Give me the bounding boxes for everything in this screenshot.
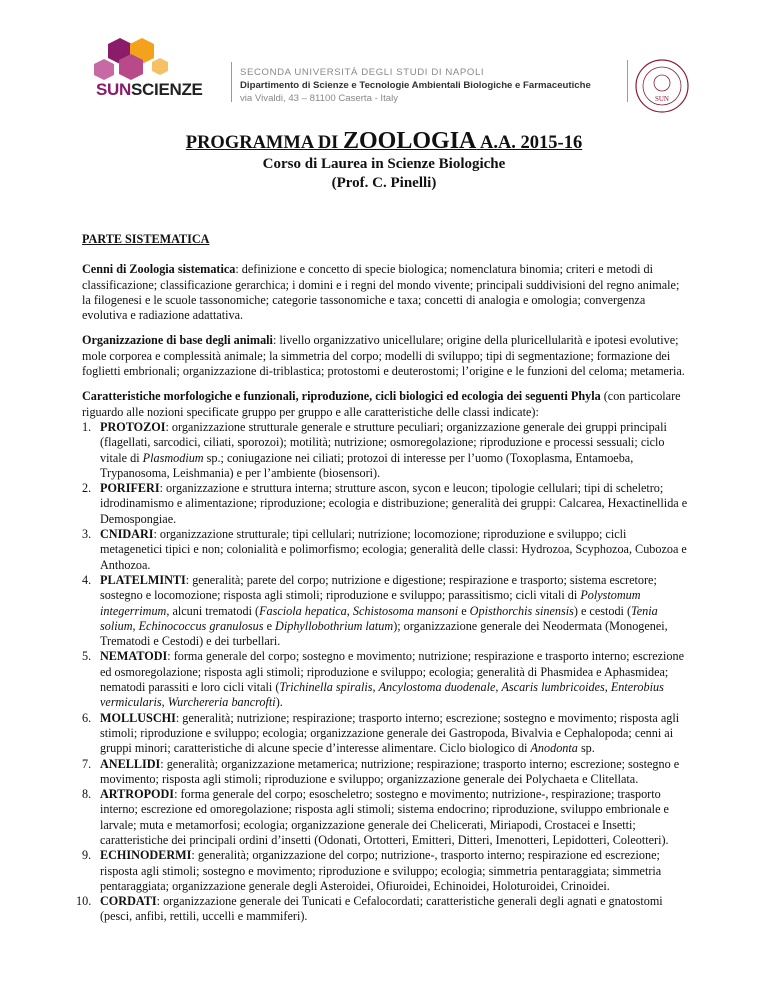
course-name: Corso di Laurea in Scienze Biologiche xyxy=(262,156,506,172)
course-info xyxy=(0,155,768,193)
university-info xyxy=(240,66,591,105)
logo-wordmark: SUNSCIENZE xyxy=(96,80,203,99)
paragraph-organizzazione: Organizzazione di base degli animali: livello organizzativo unicellulare; origine della pluricellularità e ipotesi evolutive; mole corporea e complessità animale; la simmetria del corpo; modelli di sviluppo; tipi di segmentazione; formazione dei foglietti embrionali; organizzazione di-triblastica; protostomi e deuterostomi; l’origine e le funzioni del celoma; metameria. xyxy=(82,333,685,379)
university-seal-icon xyxy=(634,58,690,114)
list-item: 9. ECHINODERMI: generalità; organizzazione del corpo; nutrizione-, trasporto interno; respirazione ed escrezione; risposta agli stimoli; sostegno e movimento; riproduzione e sviluppo; ecologia; simmetria pentaraggiata; simmetria pentaraggiata; organizzazione generale degli Asteroidei, Ofiuroidei, Echinoidei, Holoturoidei, Crinoidei. xyxy=(82,848,662,893)
list-item: 4. PLATELMINTI: generalità; parete del corpo; nutrizione e digestione; respirazione e trasporto; sistema escretore; sostegno e locomozione; risposta agli stimoli; riproduzione e sviluppo; parassitismo; cicli vitali di Polystomum integerrimum, alcuni trematodi (Fasciola hepatica, Schistosoma mansoni e Opisthorchis sinensis) e cestodi (Tenia solium, Echinococcus granulosus e Diphyllobothrium latum); organizzazione generale dei Neodermata (Monogenei, Trematodi e Cestodi) e dei turbellari. xyxy=(82,572,668,649)
program-content xyxy=(76,232,688,925)
page-title: PROGRAMMA DI ZOOLOGIA A.A. 2015-16 xyxy=(185,128,583,154)
list-item: 5. NEMATODI: forma generale del corpo; sostegno e movimento; nutrizione; respirazione e trasporto interno; escrezione ed osmoregolazione; risposta agli stimoli; riproduzione e sviluppo; ecologia; generalità di Phasmidea e Aphasmidea; nematodi parassiti e loro cicli vitali (Trichinella spiralis, Ancylostoma duodenale, Ascaris lumbricoides, Enterobius vermicularis, Wurchereria bancrofti). xyxy=(82,649,685,710)
professor-name: (Prof. C. Pinelli) xyxy=(331,175,437,191)
university-name: SECONDA UNIVERSITÀ DEGLI STUDI DI NAPOLI xyxy=(240,67,485,78)
list-item: 6. MOLLUSCHI: generalità; nutrizione; respirazione; trasporto interno; escrezione; sostegno e movimento; risposta agli stimoli; riproduzione e sviluppo; ecologia; organizzazione generale dei Gastropoda, Bivalvia e Cephalopoda; cenni ai gruppi minori; caratteristiche di alcune specie d’interesse alimentare. Ciclo biologico di Anodonta sp. xyxy=(82,710,680,756)
header-divider xyxy=(231,62,232,102)
header-divider-right xyxy=(627,60,628,102)
list-item: 10. CORDATI: organizzazione generale dei Tunicati e Cefalocordati; caratteristiche generali degli agnati e gnatostomi (pesci, anfibi, rettili, uccelli e mammiferi). xyxy=(76,894,663,924)
list-item: 3. CNIDARI: organizzazione strutturale; tipi cellulari; nutrizione; locomozione; riproduzione e sviluppo; cicli metagenetici tipici e non; colonialità e polimorfismo; ecologia; generalità delle classi: Hydrozoa, Scyphozoa, Cubozoa e Anthozoa. xyxy=(82,527,687,572)
sunscienze-logo xyxy=(86,38,216,100)
list-item: 2. PORIFERI: organizzazione e struttura interna; strutture ascon, sycon e leucon; tipologie cellulari; tipi di scheletro; idrodinamismo e alimentazione; riproduzione; ecologia e distribuzione; generalità dei gruppi: Calcarea, Hexactinellida e Demospongiae. xyxy=(82,481,688,526)
list-item: 7. ANELLIDI: generalità; organizzazione metamerica; nutrizione; respirazione; trasporto interno; escrezione; sostegno e movimento; risposta agli stimoli; riproduzione e sviluppo; organizzazione generale dei Polychaeta e Clitellata. xyxy=(82,756,680,786)
list-item: 1. PROTOZOI: organizzazione strutturale generale e strutture peculiari; organizzazione generale dei gruppi principali (flagellati, sarcodici, ciliati, sporozoi); motilità; nutrizione; osmoregolazione; riproduzione e processi sessuali; ciclo vitale di Plasmodium sp.; coniugazione nei ciliati; protozoi di interesse per l’uomo (Toxoplasma, Entamoeba, Trypanosoma, Leishmania) e per l’ambiente (biosensori). xyxy=(82,419,667,480)
section-heading: PARTE SISTEMATICA xyxy=(82,232,210,246)
paragraph-sistematica: Cenni di Zoologia sistematica: definizione e concetto di specie biologica; nomenclatura binomia; criteri e metodi di classificazione; classificazione gerarchica; i domini e i regni del mondo vivente; principali suddivisioni del regno animale; la filogenesi e le scuole tassonomiche; categorie tassonomiche e taxa; concetti di analogia e omologia; convergenza evolutiva e radiazione adattativa. xyxy=(82,262,680,323)
hexagon-logo-icon xyxy=(86,38,186,82)
phyla-list xyxy=(76,419,688,925)
svg-text:SUN: SUN xyxy=(654,95,670,103)
department-name: Dipartimento di Scienze e Tecnologie Ambientali Biologiche e Farmaceutiche xyxy=(240,80,591,91)
paragraph-phyla-intro: Caratteristiche morfologiche e funzionali, riproduzione, cicli biologici ed ecologia dei seguenti Phyla (con particolare riguardo alle nozioni specificate gruppo per gruppo e alle caratteristiche delle classi indicate): xyxy=(82,389,681,419)
list-item: 8. ARTROPODI: forma generale del corpo; esoscheletro; sostegno e movimento; nutrizione-, respirazione; trasporto interno; escrezione ed omoregolazione; risposta agli stimoli; sistema endocrino; riproduzione, sviluppo embrionale e larvale; muta e metamorfosi; ecologia; organizzazione generale dei Chelicerati, Miriapodi, Crostacei e Insetti; caratteristiche dei principali ordini d’insetti (Odonati, Ortotteri, Emitteri, Ditteri, Imenotteri, Lepidotteri, Coleotteri). xyxy=(82,787,669,847)
address: via Vivaldi, 43 – 81100 Caserta - Italy xyxy=(240,93,399,104)
